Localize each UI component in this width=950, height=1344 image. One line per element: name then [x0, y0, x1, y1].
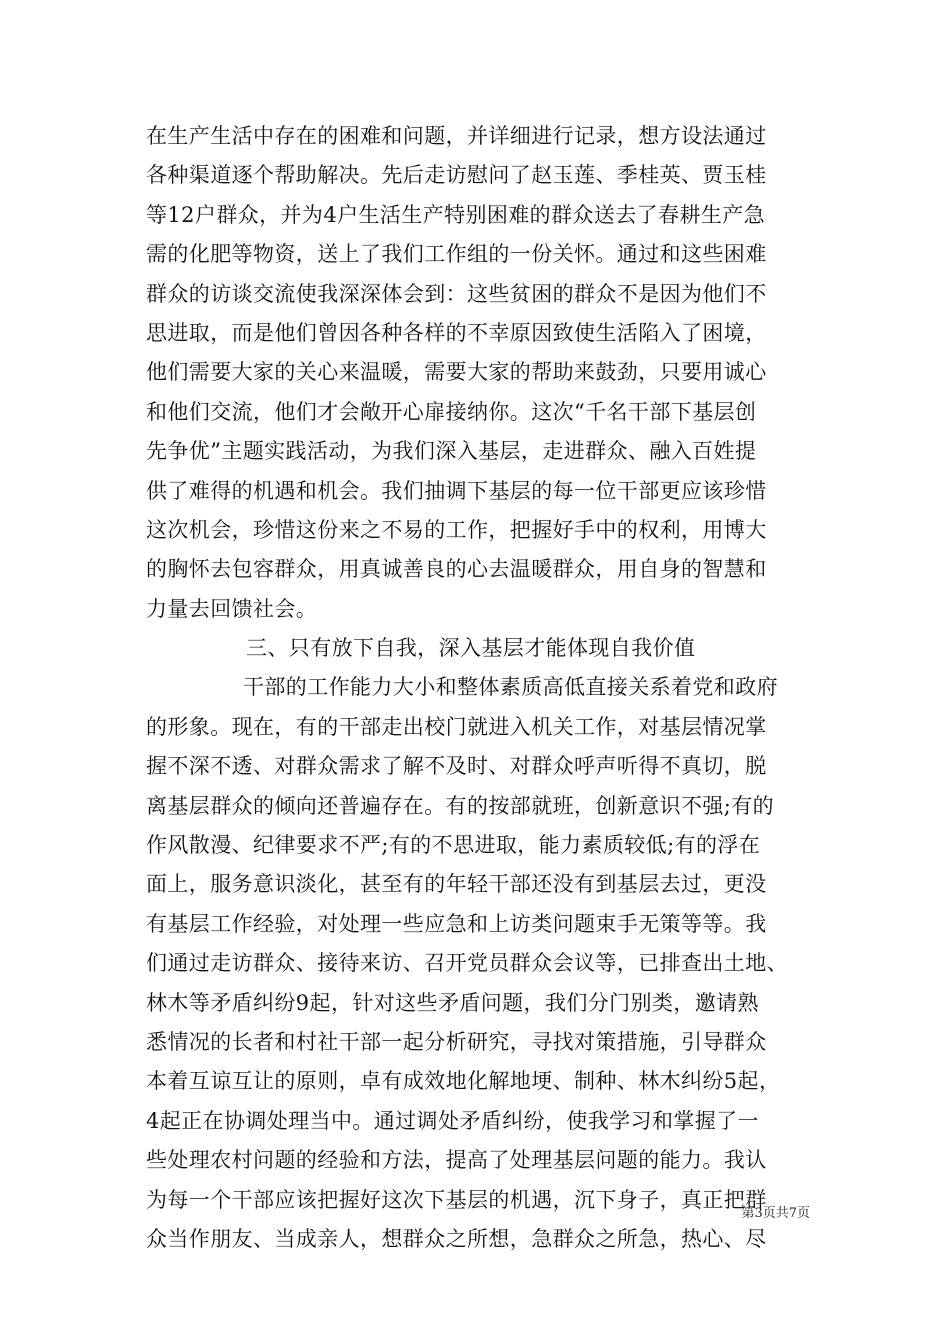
body-text	[146, 117, 816, 1259]
text-line: 悉情况的长者和村社干部一起分析研究，寻找对策措施，引导群众	[146, 1029, 767, 1054]
text-line: 的形象。现在，有的干部走出校门就进入机关工作，对基层情况掌	[146, 714, 767, 739]
text-line: 在生产生活中存在的困难和问题，并详细进行记录，想方设法通过	[146, 124, 767, 148]
text-line: 为每一个干部应该把握好这次下基层的机遇，沉下身子，真正把群	[146, 1187, 767, 1212]
text-line: 众当作朋友、当成亲人，想群众之所想，急群众之所急，热心、尽	[146, 1226, 767, 1251]
text-line: 群众的访谈交流使我深深体会到：这些贫困的群众不是因为他们不	[146, 281, 767, 306]
text-line: 离基层群众的倾向还普遍存在。有的按部就班，创新意识不强;有的	[146, 793, 775, 818]
text-line: 们通过走访群众、接待来访、召开党员群众会议等，已排查出土地、	[146, 951, 788, 976]
text-line: 作风散漫、纪律要求不严;有的不思进取，能力素质较低;有的浮在	[146, 833, 761, 858]
text-line: 和他们交流，他们才会敞开心扉接纳你。这次“千名干部下基层创	[146, 399, 757, 424]
text-line: 些处理农村问题的经验和方法，提高了处理基层问题的能力。我认	[146, 1148, 767, 1173]
text-line: 握不深不透、对群众需求了解不及时、对群众呼声听得不真切，脱	[146, 754, 767, 779]
text-line: 这次机会，珍惜这份来之不易的工作，把握好手中的权利，用博大	[146, 517, 767, 542]
text-line: 面上，服务意识淡化，甚至有的年轻干部还没有到基层去过，更没	[146, 872, 767, 897]
text-line: 他们需要大家的关心来温暖，需要大家的帮助来鼓劲，只要用诚心	[146, 360, 767, 385]
text-line: 4起正在协调处理当中。通过调处矛盾纠纷，使我学习和掌握了一	[146, 1108, 759, 1133]
text-line: 林木等矛盾纠纷9起，针对这些矛盾问题，我们分门别类，邀请熟	[146, 990, 759, 1015]
text-line: 本着互谅互让的原则，卓有成效地化解地埂、制种、林木纠纷5起，	[146, 1069, 781, 1094]
text-line: 等12户群众，并为4户生活生产特别困难的群众送去了春耕生产急	[146, 202, 766, 227]
paragraph-first-line: 干部的工作能力大小和整体素质高低直接关系着党和政府	[243, 675, 778, 700]
text-line: 思进取，而是他们曾因各种各样的不幸原因致使生活陷入了困境，	[146, 320, 767, 345]
page-number: 第3页共7页	[741, 1206, 810, 1221]
text-line: 先争优”主题实践活动，为我们深入基层，走进群众、融入百姓提	[146, 439, 757, 464]
text-line: 供了难得的机遇和机会。我们抽调下基层的每一位干部更应该珍惜	[146, 478, 767, 503]
text-line: 需的化肥等物资，送上了我们工作组的一份关怀。通过和这些困难	[146, 242, 767, 267]
section-heading: 三、只有放下自我，深入基层才能体现自我价值	[246, 636, 696, 661]
text-line: 的胸怀去包容群众，用真诚善良的心去温暖群众，用自身的智慧和	[146, 557, 767, 582]
text-line: 各种渠道逐个帮助解决。先后走访慰问了赵玉莲、季桂英、贾玉桂	[146, 163, 767, 188]
text-line: 力量去回馈社会。	[146, 596, 318, 621]
text-line: 有基层工作经验，对处理一些应急和上访类问题束手无策等等。我	[146, 911, 767, 936]
